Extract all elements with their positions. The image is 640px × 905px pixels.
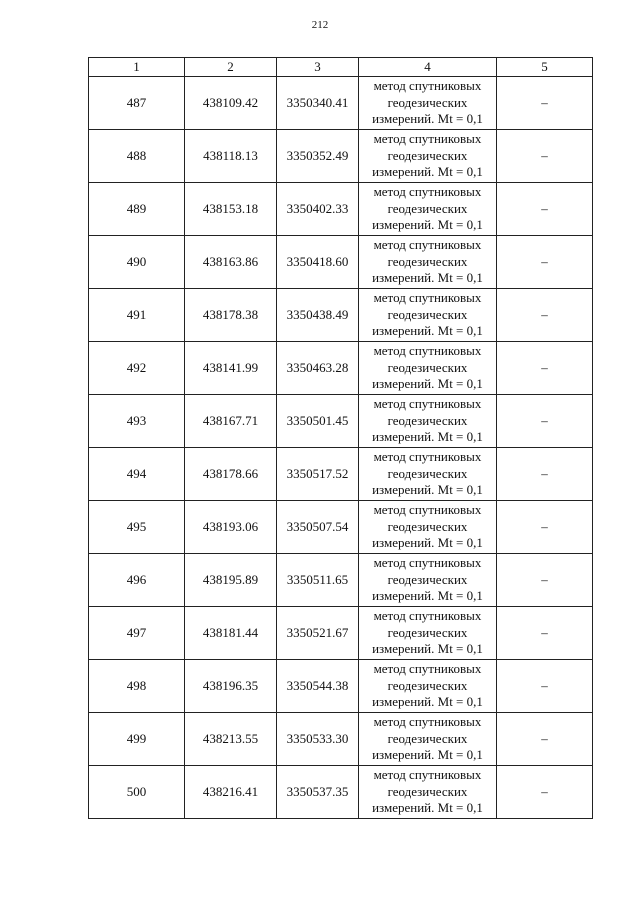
- method-line: измерений. Mt = 0,1: [372, 164, 483, 180]
- coordinate-x: 438153.18: [185, 183, 277, 236]
- method-description: [359, 448, 497, 501]
- header-col-5: 5: [497, 58, 593, 77]
- coordinate-y: 3350340.41: [277, 77, 359, 130]
- method-description: [359, 501, 497, 554]
- table-row: [89, 77, 593, 130]
- method-line: метод спутниковых: [373, 608, 482, 624]
- coordinate-y: 3350418.60: [277, 236, 359, 289]
- method-description: [359, 289, 497, 342]
- table-row: [89, 236, 593, 289]
- method-line: метод спутниковых: [373, 661, 482, 677]
- method-description: [359, 342, 497, 395]
- coordinate-y: 3350463.28: [277, 342, 359, 395]
- method-description: [359, 183, 497, 236]
- point-number: 491: [89, 289, 185, 342]
- coordinate-x: 438118.13: [185, 130, 277, 183]
- method-line: геодезических: [387, 624, 468, 640]
- method-line: геодезических: [387, 518, 468, 534]
- note-dash: –: [497, 289, 593, 342]
- method-line: геодезических: [387, 465, 468, 481]
- method-line: измерений. Mt = 0,1: [372, 588, 483, 604]
- point-number: 488: [89, 130, 185, 183]
- point-number: 490: [89, 236, 185, 289]
- header-col-4: 4: [359, 58, 497, 77]
- table-row: [89, 448, 593, 501]
- point-number: 500: [89, 766, 185, 819]
- coordinate-y: 3350517.52: [277, 448, 359, 501]
- note-dash: –: [497, 77, 593, 130]
- note-dash: –: [497, 607, 593, 660]
- coordinate-y: 3350402.33: [277, 183, 359, 236]
- method-line: метод спутниковых: [373, 396, 482, 412]
- method-description: [359, 236, 497, 289]
- method-description: [359, 766, 497, 819]
- note-dash: –: [497, 501, 593, 554]
- method-line: метод спутниковых: [373, 555, 482, 571]
- method-line: измерений. Mt = 0,1: [372, 429, 483, 445]
- method-description: [359, 554, 497, 607]
- method-line: измерений. Mt = 0,1: [372, 270, 483, 286]
- note-dash: –: [497, 448, 593, 501]
- point-number: 487: [89, 77, 185, 130]
- method-line: геодезических: [387, 730, 468, 746]
- method-line: измерений. Mt = 0,1: [372, 800, 483, 816]
- method-line: измерений. Mt = 0,1: [372, 323, 483, 339]
- coordinate-y: 3350537.35: [277, 766, 359, 819]
- table-row: [89, 660, 593, 713]
- header-col-3: 3: [277, 58, 359, 77]
- header-row: [89, 58, 593, 77]
- method-line: измерений. Mt = 0,1: [372, 482, 483, 498]
- method-description: [359, 607, 497, 660]
- point-number: 498: [89, 660, 185, 713]
- method-line: геодезических: [387, 677, 468, 693]
- note-dash: –: [497, 130, 593, 183]
- coordinate-y: 3350507.54: [277, 501, 359, 554]
- table-body: [89, 77, 593, 819]
- point-number: 494: [89, 448, 185, 501]
- method-line: метод спутниковых: [373, 449, 482, 465]
- method-line: метод спутниковых: [373, 184, 482, 200]
- note-dash: –: [497, 713, 593, 766]
- coordinate-x: 438178.38: [185, 289, 277, 342]
- page-number: 212: [311, 19, 329, 31]
- method-line: метод спутниковых: [373, 502, 482, 518]
- coordinate-y: 3350511.65: [277, 554, 359, 607]
- table-row: [89, 554, 593, 607]
- method-line: метод спутниковых: [373, 131, 482, 147]
- method-line: геодезических: [387, 94, 468, 110]
- coordinate-x: 438163.86: [185, 236, 277, 289]
- header-col-1: 1: [89, 58, 185, 77]
- coordinate-y: 3350501.45: [277, 395, 359, 448]
- method-description: [359, 130, 497, 183]
- coordinates-table: [88, 57, 593, 819]
- coordinate-x: 438141.99: [185, 342, 277, 395]
- method-description: [359, 713, 497, 766]
- coordinate-y: 3350533.30: [277, 713, 359, 766]
- point-number: 493: [89, 395, 185, 448]
- coordinate-y: 3350352.49: [277, 130, 359, 183]
- note-dash: –: [497, 236, 593, 289]
- coordinate-x: 438196.35: [185, 660, 277, 713]
- method-line: метод спутниковых: [373, 290, 482, 306]
- table-row: [89, 501, 593, 554]
- header-col-2: 2: [185, 58, 277, 77]
- note-dash: –: [497, 766, 593, 819]
- coordinate-x: 438195.89: [185, 554, 277, 607]
- method-line: геодезических: [387, 200, 468, 216]
- method-line: геодезических: [387, 306, 468, 322]
- method-line: измерений. Mt = 0,1: [372, 111, 483, 127]
- method-line: метод спутниковых: [373, 78, 482, 94]
- method-line: измерений. Mt = 0,1: [372, 641, 483, 657]
- point-number: 489: [89, 183, 185, 236]
- method-line: геодезических: [387, 412, 468, 428]
- method-line: метод спутниковых: [373, 237, 482, 253]
- table-row: [89, 607, 593, 660]
- coordinate-y: 3350521.67: [277, 607, 359, 660]
- coordinate-x: 438213.55: [185, 713, 277, 766]
- note-dash: –: [497, 660, 593, 713]
- note-dash: –: [497, 183, 593, 236]
- coordinate-x: 438193.06: [185, 501, 277, 554]
- coordinate-x: 438181.44: [185, 607, 277, 660]
- point-number: 497: [89, 607, 185, 660]
- point-number: 499: [89, 713, 185, 766]
- method-line: измерений. Mt = 0,1: [372, 376, 483, 392]
- table-row: [89, 130, 593, 183]
- point-number: 492: [89, 342, 185, 395]
- method-description: [359, 77, 497, 130]
- method-description: [359, 660, 497, 713]
- method-line: метод спутниковых: [373, 767, 482, 783]
- coordinate-y: 3350544.38: [277, 660, 359, 713]
- coordinate-x: 438178.66: [185, 448, 277, 501]
- point-number: 495: [89, 501, 185, 554]
- method-line: измерений. Mt = 0,1: [372, 747, 483, 763]
- table-row: [89, 395, 593, 448]
- table-row: [89, 766, 593, 819]
- table-row: [89, 342, 593, 395]
- table-row: [89, 289, 593, 342]
- method-line: метод спутниковых: [373, 343, 482, 359]
- method-line: измерений. Mt = 0,1: [372, 694, 483, 710]
- method-description: [359, 395, 497, 448]
- method-line: геодезических: [387, 783, 468, 799]
- method-line: геодезических: [387, 147, 468, 163]
- method-line: измерений. Mt = 0,1: [372, 217, 483, 233]
- method-line: измерений. Mt = 0,1: [372, 535, 483, 551]
- coordinate-x: 438216.41: [185, 766, 277, 819]
- note-dash: –: [497, 554, 593, 607]
- coordinate-y: 3350438.49: [277, 289, 359, 342]
- table-row: [89, 713, 593, 766]
- table-row: [89, 183, 593, 236]
- coordinate-x: 438167.71: [185, 395, 277, 448]
- method-line: метод спутниковых: [373, 714, 482, 730]
- method-line: геодезических: [387, 571, 468, 587]
- coordinate-x: 438109.42: [185, 77, 277, 130]
- point-number: 496: [89, 554, 185, 607]
- note-dash: –: [497, 395, 593, 448]
- method-line: геодезических: [387, 359, 468, 375]
- note-dash: –: [497, 342, 593, 395]
- method-line: геодезических: [387, 253, 468, 269]
